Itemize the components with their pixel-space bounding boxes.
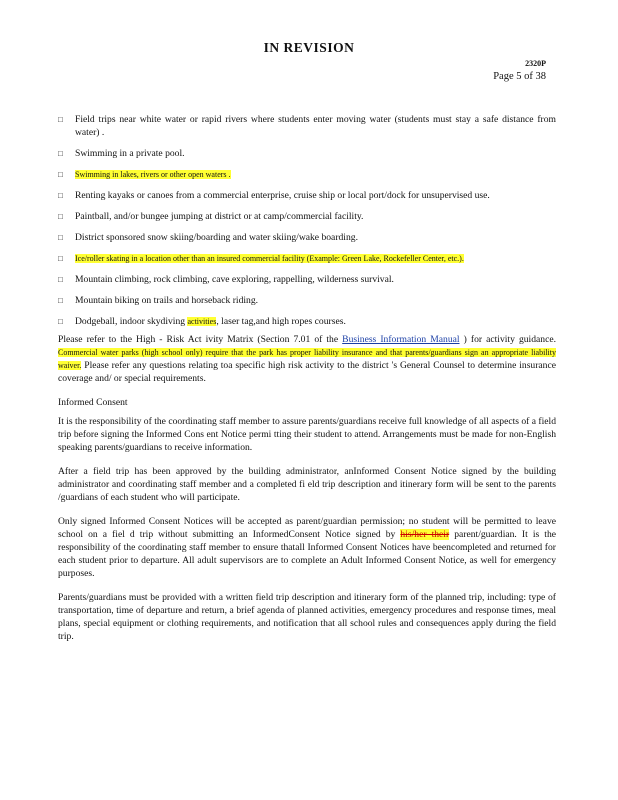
bullet-icon: □ (58, 233, 63, 242)
bullet-icon: □ (58, 149, 63, 158)
paragraph-responsibility: It is the responsibility of the coordinating staff member to assure parents/guardians receive full knowledge of all aspects of a field trip before signing the Informed Cons ent Notice permi tting their student to attend. Arrangements must be made for non-English speaking parents/guardians to receive information. (58, 416, 557, 453)
policy-number: 2320P (525, 59, 546, 68)
bullet-icon: □ (58, 317, 63, 326)
inserted-text: activities (187, 317, 217, 326)
informed-consent-heading: Informed Consent (58, 397, 128, 408)
business-manual-link[interactable]: Business Information Manual (342, 334, 460, 345)
bullet-text: Swimming in lakes, rivers or other open waters . (75, 170, 231, 179)
bullet-text: Mountain climbing, rock climbing, cave exploring, rappelling, wilderness survival. (75, 274, 394, 285)
bullet-item (58, 113, 556, 139)
bullet-item (58, 147, 556, 160)
bullet-item (58, 252, 556, 265)
bullet-icon: □ (58, 170, 63, 179)
bullet-item (58, 168, 556, 181)
bullet-text: Swimming in a private pool. (75, 148, 185, 159)
page-number: Page 5 of 38 (493, 71, 546, 82)
highlighted-insertion: Commercial water parks (high school only) require that the park has proper liability insurance and that parents/guardians sign an appropriate liability waiver. (58, 348, 556, 370)
document-title: IN REVISION (263, 40, 355, 55)
struck-text: his/her their (400, 529, 450, 540)
bullet-icon: □ (58, 296, 63, 305)
bullet-text: Dodgeball, indoor skydiving activities, laser tag,and high ropes courses. (75, 316, 346, 327)
bullet-text: District sponsored snow skiing/boarding and water skiing/wake boarding. (75, 232, 358, 243)
bullet-text: Paintball, and/or bungee jumping at district or at camp/commercial facility. (75, 211, 364, 222)
bullet-icon: □ (58, 191, 63, 200)
document-body (58, 113, 556, 654)
bullet-item (58, 273, 556, 286)
bullet-list (58, 113, 556, 307)
paragraph-signed-notices: Only signed Informed Consent Notices will be accepted as parent/guardian permission; no student will be permitted to leave school on a fiel d trip without submitting an InformedConsent Notice signed by his/her their parent/guardian. It is the responsibility of the coordinating staff member to ensure thatall Informed Consent Notices have beencompleted and returned for each student prior to departure. All adult supervisors are to complete an Adult Informed Consent Notice, as well for emergency purposes. (58, 516, 557, 579)
bullet-item (58, 210, 556, 223)
bullet-icon: □ (58, 275, 63, 284)
bullet-item (58, 294, 556, 307)
bullet-item-dodgeball (58, 315, 556, 328)
paragraph-approval: After a field trip has been approved by the building administrator, anInformed Consent Notice signed by the building administrator and coordinating staff member and a completed fi eld trip description and itinerary form will be sent to the parents /guardians of each student who will participate. (58, 466, 556, 503)
bullet-item (58, 189, 556, 202)
matrix-paragraph: Please refer to the High - Risk Act ivity Matrix (Section 7.01 of the Business Information Manual ) for activity guidance. Commercial water parks (high school only) require that the park has proper liability insurance and that parents/guardians sign an appropriate liability waiver. Please refer any questions relating toa specific high risk activity to the district 's General Counsel to determine insurance coverage and/ or special requirements. (58, 334, 556, 384)
bullet-text: Mountain biking on trails and horseback riding. (75, 295, 259, 306)
paragraph-parents: Parents/guardians must be provided with a written field trip description and itinerary form of the planned trip, including: type of transportation, time of departure and return, a brief agenda of planned activities, emergency procedures and response times, meal plans, special equipment or clothing requirements, and notification that all school rules and consequences apply during the field trip. (58, 592, 556, 642)
bullet-icon: □ (58, 115, 63, 124)
bullet-item (58, 231, 556, 244)
bullet-text: Field trips near white water or rapid rivers where students enter moving water (students must stay a safe distance from water) . (75, 114, 556, 138)
bullet-icon: □ (58, 212, 63, 221)
bullet-icon: □ (58, 254, 63, 263)
bullet-text: Ice/roller skating in a location other than an insured commercial facility (Example: Green Lake, Rockefeller Center, etc.). (75, 254, 464, 263)
bullet-text: Renting kayaks or canoes from a commercial enterprise, cruise ship or local port/dock for unsupervised use. (75, 190, 490, 201)
